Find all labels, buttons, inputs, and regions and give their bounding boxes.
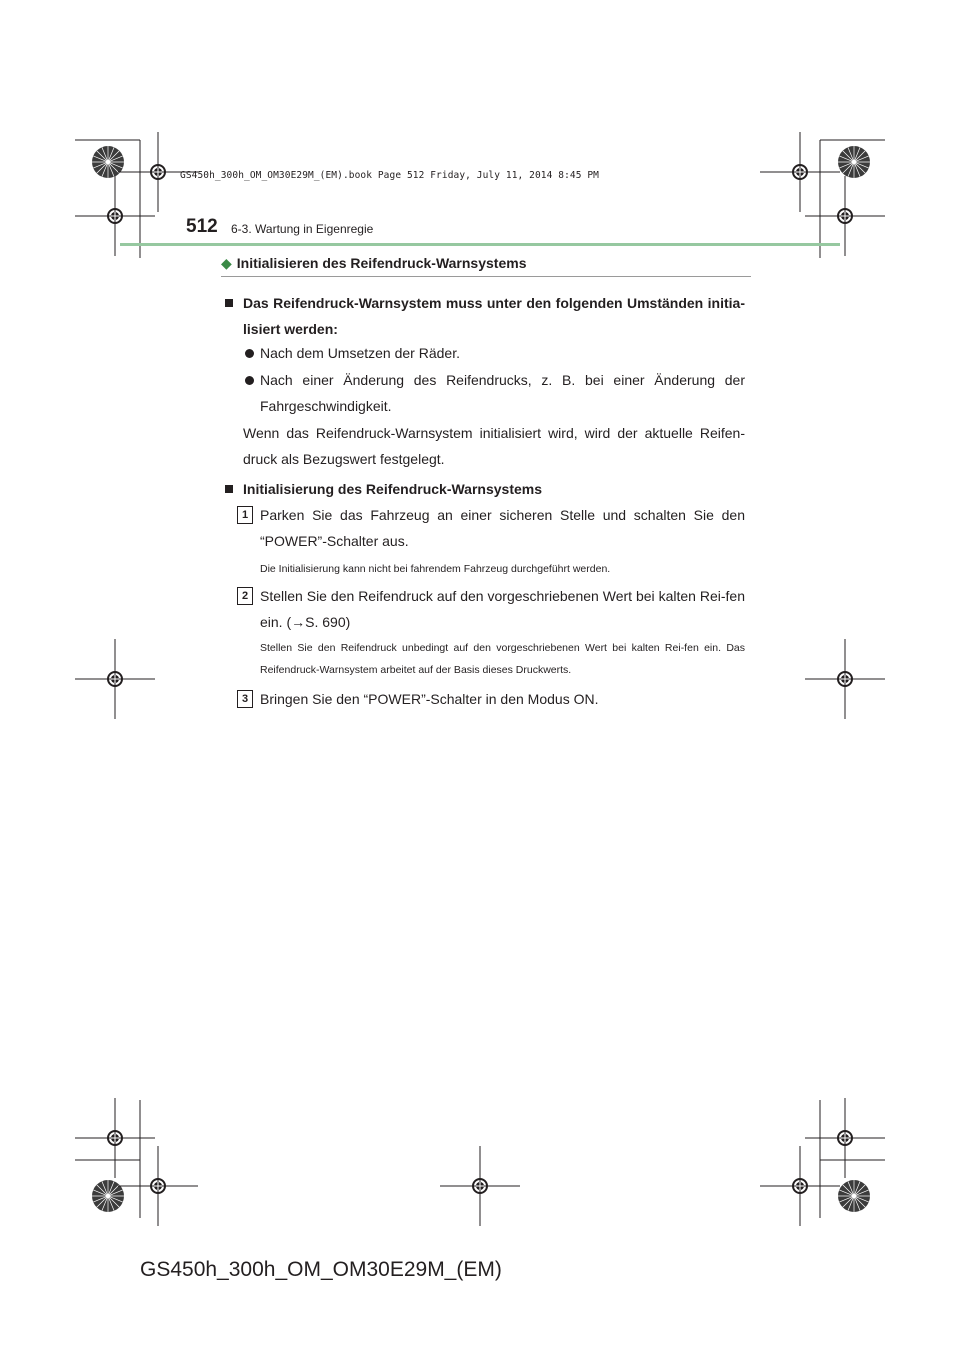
- page-number: 512: [186, 216, 218, 237]
- color-wheel-bottom-left: [92, 1180, 124, 1212]
- square-bullet-icon: [225, 299, 233, 307]
- square-bullet-icon: [225, 485, 233, 493]
- heading-divider: [221, 276, 751, 277]
- book-file-info: GS450h_300h_OM_OM30E29M_(EM).book Page 512 Friday, July 11, 2014 8:45 PM: [180, 170, 600, 181]
- section-title: 6-3. Wartung in Eigenregie: [231, 222, 374, 236]
- color-wheel-top-right: [838, 146, 870, 178]
- list-item: [243, 340, 745, 366]
- step-note: Stellen Sie den Reifendruck unbedingt auf den vorgeschriebenen Wert bei kalten Rei-fen ein. Das Reifendruck-Warnsystem arbeitet auf der Basis dieses Druckwerts.: [260, 642, 745, 676]
- topic-heading-text: Initialisieren des Reifendruck-Warnsystems: [236, 255, 527, 271]
- step-number-3: 3: [237, 690, 253, 708]
- step-number-2: 2: [237, 587, 253, 605]
- list-item-text: Nach einer Änderung des Reifendrucks, z. B. bei einer Änderung der Fahrgeschwindigkeit.: [260, 372, 745, 414]
- header-divider: [120, 243, 840, 246]
- diamond-icon: ◆: [221, 255, 232, 271]
- paragraph: Wenn das Reifendruck-Warnsystem initialisiert wird, wird der aktuelle Reifen-druck als Bezugswert festgelegt.: [243, 425, 745, 467]
- subsection-heading-text: Das Reifendruck-Warnsystem muss unter den folgenden Umständen initia-lisiert werden:: [243, 295, 745, 337]
- step-text: Parken Sie das Fahrzeug an einer sicheren Stelle und schalten Sie den “POWER”-Schalter aus.: [260, 507, 745, 549]
- bullet-dot-icon: [245, 376, 254, 385]
- list-item: [243, 367, 745, 419]
- footer-document-code: GS450h_300h_OM_OM30E29M_(EM): [140, 1258, 502, 1281]
- step-text: Stellen Sie den Reifendruck auf den vorgeschriebenen Wert bei kalten Rei-fen ein. (→S. 690): [260, 588, 745, 630]
- color-wheel-top-left: [92, 146, 124, 178]
- subsection-heading-text: Initialisierung des Reifendruck-Warnsystems: [243, 481, 543, 497]
- step-note: Die Initialisierung kann nicht bei fahrendem Fahrzeug durchgeführt werden.: [260, 563, 611, 575]
- step-text: Bringen Sie den “POWER”-Schalter in den Modus ON.: [260, 691, 599, 707]
- step-number-1: 1: [237, 506, 253, 524]
- list-item-text: Nach dem Umsetzen der Räder.: [260, 345, 460, 361]
- color-wheel-bottom-right: [838, 1180, 870, 1212]
- subsection-heading-initialization: [225, 476, 745, 502]
- bullet-dot-icon: [245, 349, 254, 358]
- subsection-heading-conditions: [225, 290, 745, 342]
- topic-heading: [221, 255, 526, 272]
